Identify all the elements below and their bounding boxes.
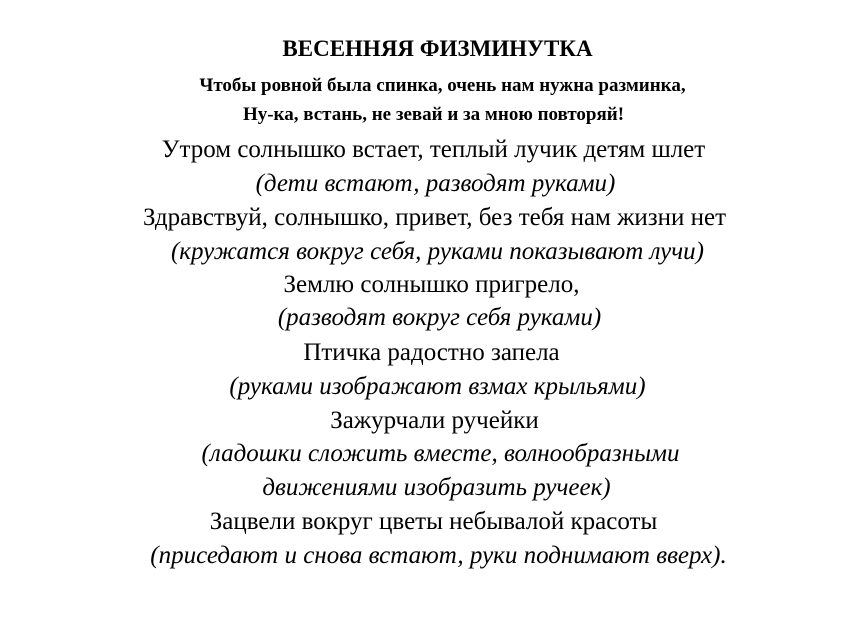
intro-line-2: Ну-ка, встань, не зевай и за мною повторяй! (242, 104, 625, 125)
action-line: (кружатся вокруг себя, руками показывают лучи) (170, 238, 705, 265)
verse-line: Здравствуй, солнышко, привет, без тебя нам жизни нет (142, 204, 727, 231)
action-line: (разводят вокруг себя руками) (277, 304, 602, 331)
action-line: движениями изобразить ручеек) (262, 474, 611, 501)
verse-line: Зацвели вокруг цветы небывалой красоты (209, 508, 658, 535)
document-title: ВЕСЕННЯЯ ФИЗМИНУТКА (282, 36, 593, 61)
verse-line: Зажурчали ручейки (330, 407, 539, 434)
verse-line: Птичка радостно запела (303, 339, 560, 366)
action-line: (дети встают, разводят руками) (255, 170, 616, 197)
action-line: (ладошки сложить вместе, волнообразными (201, 440, 680, 467)
verse-line: Землю солнышко пригрело, (283, 271, 580, 298)
intro-line-1: Чтобы ровной была спинка, очень нам нужна разминка, (199, 75, 686, 96)
action-line: (руками изображают взмах крыльями) (229, 373, 646, 400)
verse-line: Утром солнышко встает, теплый лучик детям шлет (161, 136, 706, 163)
action-line: (приседают и снова встают, руки поднимают вверх). (150, 542, 727, 569)
